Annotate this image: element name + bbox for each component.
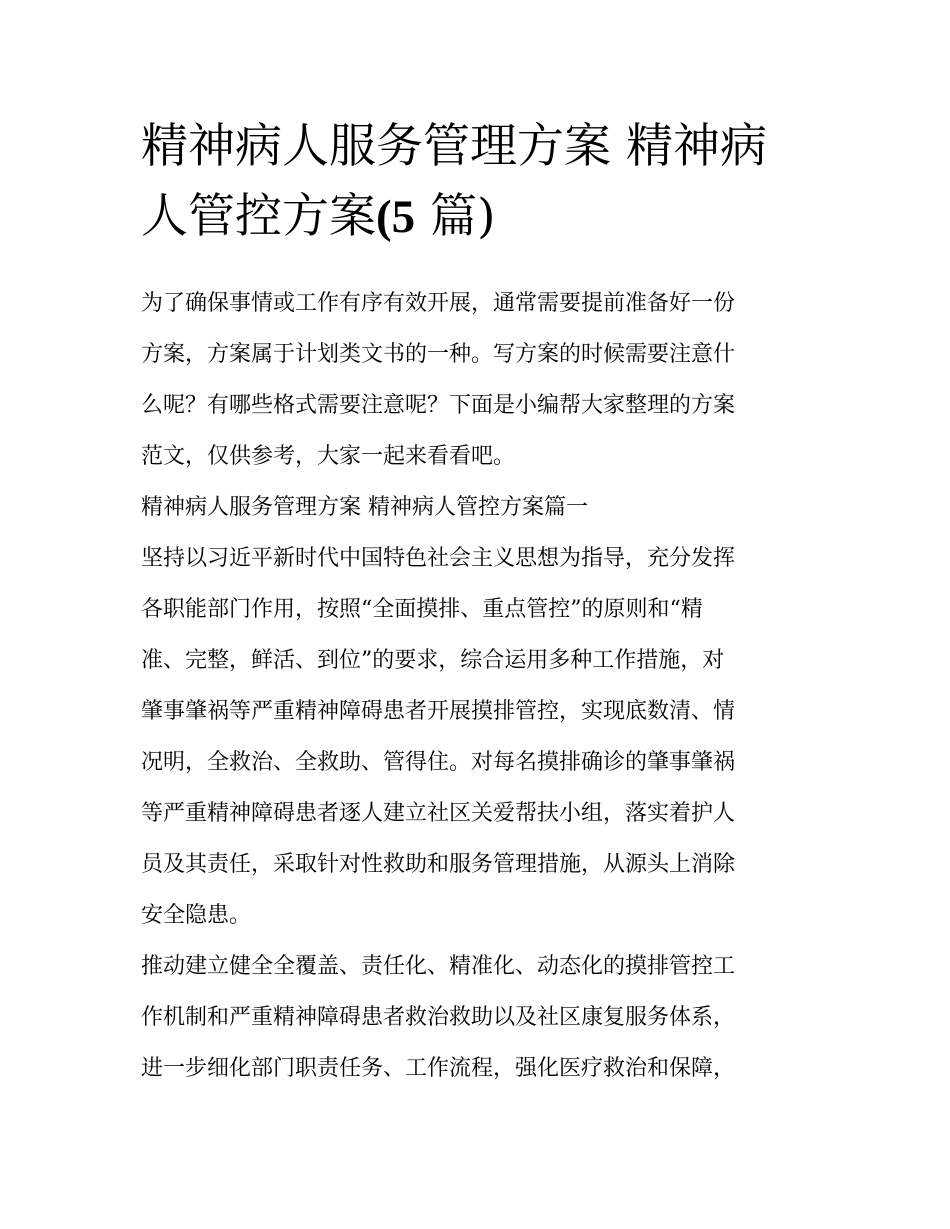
body-line: 等严重精神障碍患者逐人建立社区关爱帮扶小组，落实着护人 (141, 801, 736, 826)
body-line: 坚持以习近平新时代中国特色社会主义思想为指导，充分发挥 (141, 546, 736, 571)
body-line: 作机制和严重精神障碍患者救治救助以及社区康复服务体系， (141, 1005, 736, 1030)
body-line: 方案，方案属于计划类文书的一种。写方案的时候需要注意什 (141, 342, 736, 367)
body-line: 范文，仅供参考，大家一起来看看吧。 (141, 444, 516, 469)
title-line-2-text: 人管控方案 (141, 189, 376, 244)
document-title (141, 112, 821, 252)
body-line: 准、完整，鲜活、到位”的要求，综合运用多种工作措施，对 (141, 648, 725, 673)
body-line: 么呢？有哪些格式需要注意呢？下面是小编帮大家整理的方案 (141, 393, 736, 418)
body-line: 为了确保事情或工作有序有效开展，通常需要提前准备好一份 (141, 291, 736, 316)
section-heading: 精神病人服务管理方案 精神病人管控方案篇一 (141, 495, 588, 520)
body-line: 肇事肇祸等严重精神障碍患者开展摸排管控，实现底数清、情 (141, 699, 736, 724)
document-body (141, 278, 821, 1094)
body-line: 进一步细化部门职责任务、工作流程，强化医疗救治和保障， (141, 1056, 736, 1081)
body-line: 安全隐患。 (141, 903, 252, 928)
title-line-2 (141, 182, 821, 252)
body-line: 各职能部门作用，按照“全面摸排、重点管控”的原则和“精 (141, 597, 703, 622)
title-line-1: 精神病人服务管理方案 精神病 (141, 119, 767, 174)
body-line: 况明，全救治、全救助、管得住。对每名摸排确诊的肇事肇祸 (141, 750, 736, 775)
title-count-suffix: 篇) (415, 189, 496, 244)
body-line: 员及其责任，采取针对性救助和服务管理措施，从源头上消除 (141, 852, 736, 877)
title-count: (5 (376, 191, 416, 243)
body-line: 推动建立健全全覆盖、责任化、精准化、动态化的摸排管控工 (141, 954, 736, 979)
